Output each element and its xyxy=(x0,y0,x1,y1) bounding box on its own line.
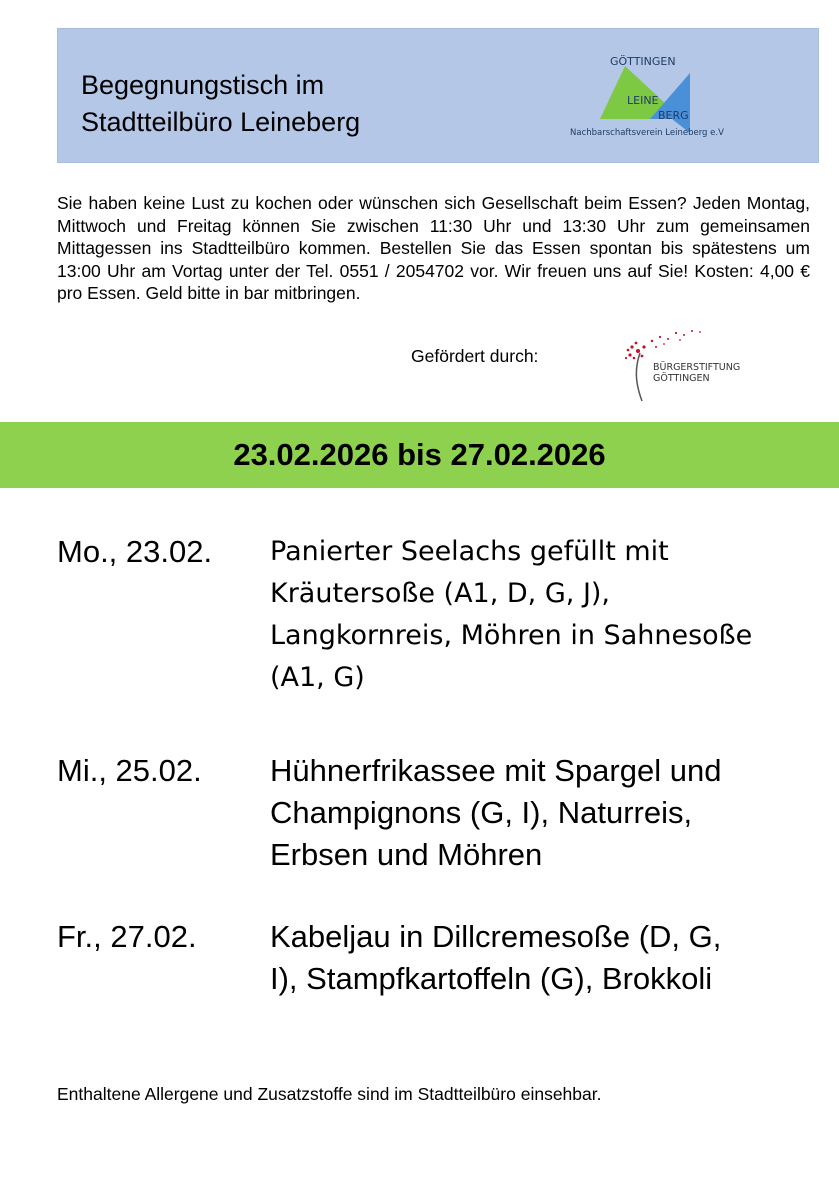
dish-line: Kabeljau in Dillcremesoße (D, G, xyxy=(270,919,722,954)
menu-dish-friday xyxy=(270,916,830,1000)
page-title xyxy=(81,67,360,141)
logo-middle-text: LEINE xyxy=(627,94,659,107)
sponsor-label: Gefördert durch: xyxy=(411,346,539,366)
logo-bottom-text: BERG xyxy=(658,109,689,122)
intro-paragraph: Sie haben keine Lust zu kochen oder wünschen sich Gesellschaft beim Essen? Jeden Montag, Mittwoch und Freitag können Sie zwischen 11:30 Uhr und 13:30 Uhr zum gemeinsamen Mittagessen ins Stadtteilbüro kommen. Bestellen Sie das Essen spontan bis spätestens um 13:00 Uhr am Vortag unter der Tel. 0551 / 2054702 vor. Wir freuen uns auf Sie! Kosten: 4,00 € pro Essen. Geld bitte in bar mitbringen. xyxy=(57,193,810,303)
dish-line: Langkornreis, Möhren in Sahnesoße xyxy=(270,620,753,651)
menu-day-monday: Mo., 23.02. xyxy=(57,534,213,569)
leineberg-logo xyxy=(570,51,810,146)
menu-day-friday: Fr., 27.02. xyxy=(57,919,197,954)
logo-top-text: GÖTTINGEN xyxy=(610,55,676,68)
sponsor-name-line-1: BÜRGERSTIFTUNG xyxy=(653,362,741,373)
sponsor-logo xyxy=(618,325,768,405)
date-range-band xyxy=(0,422,839,488)
title-line-1: Begegnungstisch im xyxy=(81,70,325,100)
logo-caption: Nachbarschaftsverein Leineberg e.V xyxy=(570,128,724,138)
header-box xyxy=(57,28,819,163)
dish-line: Hühnerfrikassee mit Spargel und xyxy=(270,753,722,788)
sponsor-name xyxy=(653,362,740,384)
title-line-2: Stadtteilbüro Leineberg xyxy=(81,107,361,137)
sponsor-name-line-2: GÖTTINGEN xyxy=(653,373,710,384)
dish-line: Kräutersoße (A1, D, G, J), xyxy=(270,578,611,609)
dish-line: (A1, G) xyxy=(270,662,365,693)
menu-day-wednesday: Mi., 25.02. xyxy=(57,753,202,788)
dish-line: Panierter Seelachs gefüllt mit xyxy=(270,536,669,567)
dish-line: Champignons (G, I), Naturreis, xyxy=(270,795,693,830)
allergen-note: Enthaltene Allergene und Zusatzstoffe sind im Stadtteilbüro einsehbar. xyxy=(57,1084,602,1104)
dish-line: I), Stampfkartoffeln (G), Brokkoli xyxy=(270,961,713,996)
menu-dish-monday xyxy=(270,531,830,699)
date-range-text: 23.02.2026 bis 27.02.2026 xyxy=(233,437,606,472)
dish-line: Erbsen und Möhren xyxy=(270,837,543,872)
menu-dish-wednesday xyxy=(270,750,830,876)
